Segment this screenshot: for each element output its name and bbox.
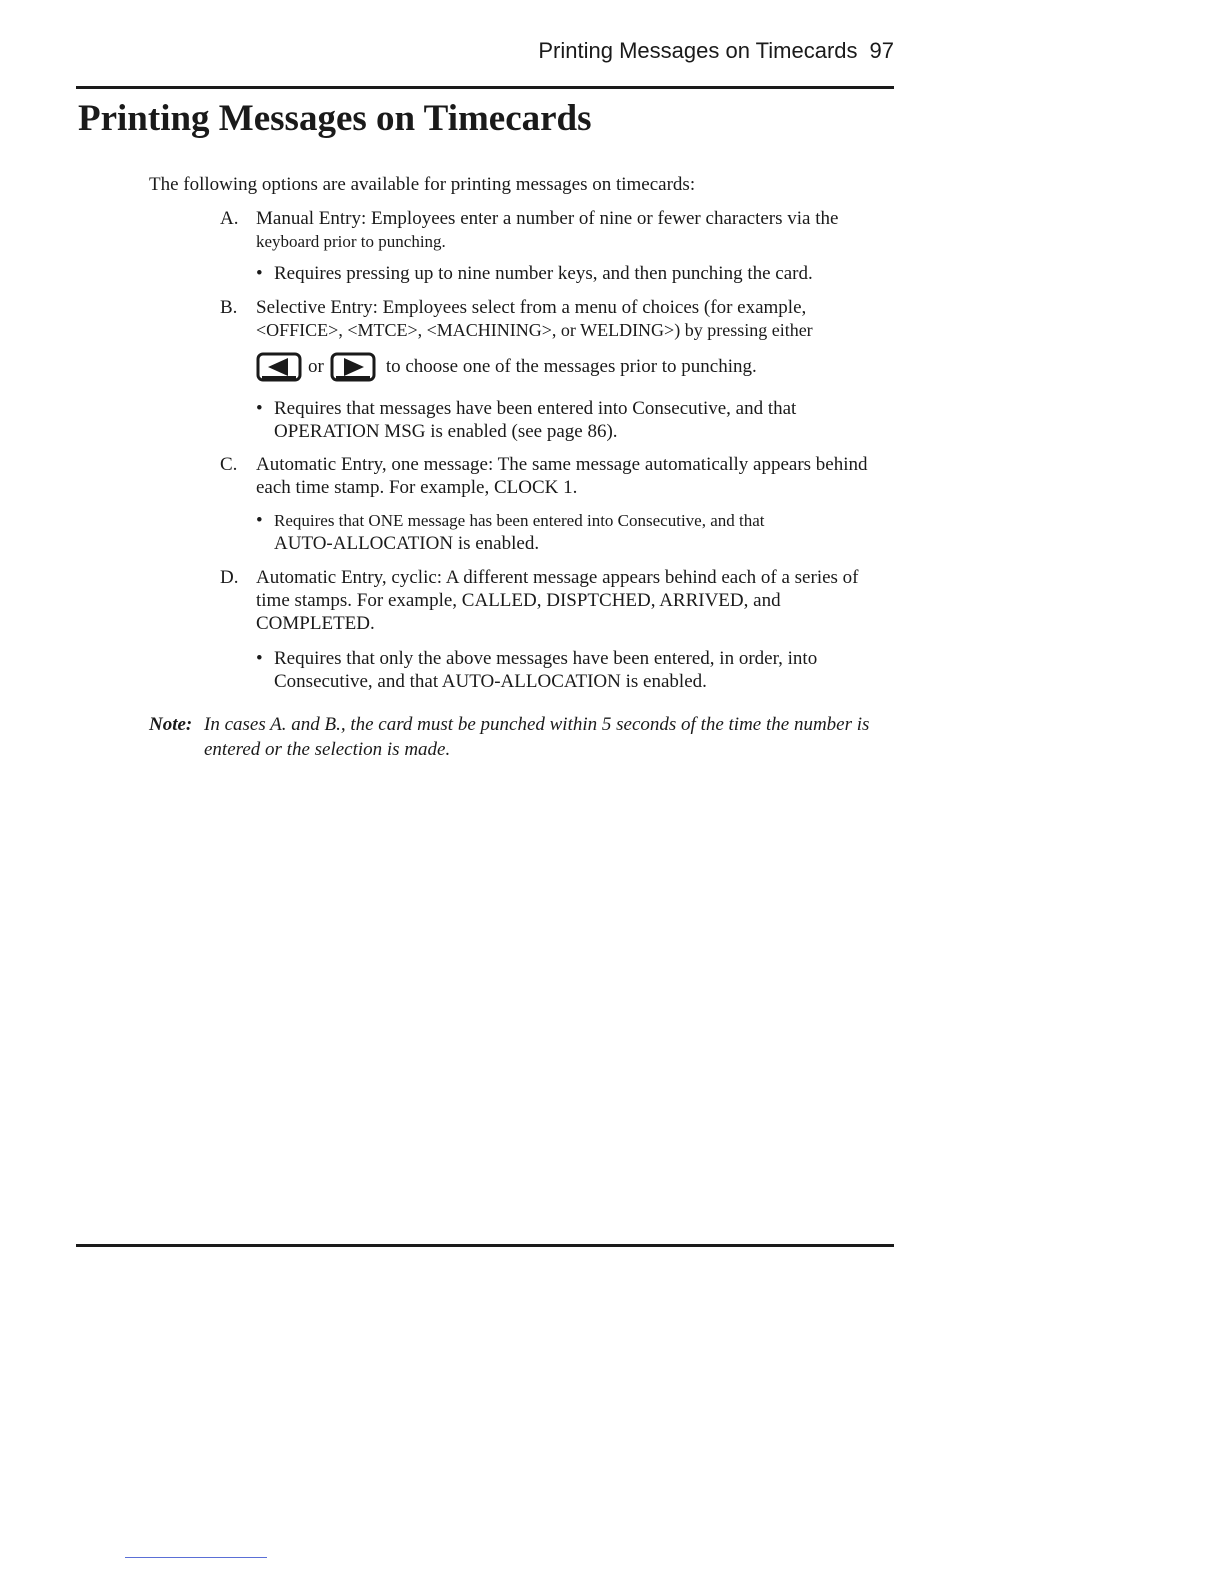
bullet-line: Requires that messages have been entered into Consecutive, and that bbox=[274, 398, 797, 419]
key-or-text: or bbox=[308, 356, 324, 377]
page-number: 97 bbox=[869, 38, 894, 63]
bullet-text bbox=[274, 262, 894, 285]
bullet-glyph: • bbox=[256, 398, 263, 419]
bullet-line: Consecutive, and that AUTO-ALLOCATION is enabled. bbox=[274, 671, 707, 692]
footer-underline bbox=[125, 1557, 267, 1558]
note-line: In cases A. and B., the card must be punched within 5 seconds of the time the number is bbox=[204, 714, 870, 735]
right-arrow-key-icon bbox=[330, 352, 376, 382]
bullet-line: Requires that ONE message has been entered into Consecutive, and that bbox=[274, 511, 765, 530]
item-letter: C. bbox=[220, 454, 238, 475]
note-line: entered or the selection is made. bbox=[204, 739, 451, 760]
item-line: each time stamp. For example, CLOCK 1. bbox=[256, 477, 578, 498]
intro-paragraph: The following options are available for printing messages on timecards: bbox=[149, 174, 696, 195]
item-line: Automatic Entry, cyclic: A different message appears behind each of a series of bbox=[256, 567, 859, 588]
item-line: time stamps. For example, CALLED, DISPTCHED, ARRIVED, and bbox=[256, 590, 781, 611]
section-title: Printing Messages on Timecards bbox=[78, 98, 592, 139]
key-instruction-tail: to choose one of the messages prior to punching. bbox=[385, 356, 757, 377]
bullet-text bbox=[274, 397, 894, 443]
bullet-glyph: • bbox=[256, 648, 263, 669]
header-rule bbox=[76, 86, 894, 89]
bullet-glyph: • bbox=[256, 510, 263, 531]
bullet-line: OPERATION MSG is enabled (see page 86). bbox=[274, 421, 618, 442]
bullet-line: Requires pressing up to nine number keys, and then punching the card. bbox=[274, 263, 813, 284]
item-line: <OFFICE>, <MTCE>, <MACHINING>, or WELDING>) by pressing either bbox=[256, 320, 813, 340]
item-text bbox=[256, 207, 896, 253]
bullet-line: Requires that only the above messages have been entered, in order, into bbox=[274, 648, 818, 669]
item-line: Manual Entry: Employees enter a number of nine or fewer characters via the bbox=[256, 208, 839, 229]
bullet-text bbox=[274, 509, 894, 555]
item-letter: D. bbox=[220, 567, 239, 588]
item-letter: B. bbox=[220, 297, 238, 318]
footer-rule bbox=[76, 1244, 894, 1247]
running-header bbox=[76, 34, 894, 68]
item-line: Automatic Entry, one message: The same message automatically appears behind bbox=[256, 454, 868, 475]
item-letter: A. bbox=[220, 208, 239, 229]
running-title: Printing Messages on Timecards bbox=[538, 38, 858, 63]
key-instruction-line bbox=[256, 350, 757, 384]
bullet-glyph: • bbox=[256, 263, 263, 284]
left-arrow-key-icon bbox=[256, 352, 302, 382]
item-text bbox=[256, 453, 896, 499]
item-text bbox=[256, 296, 896, 342]
item-text bbox=[256, 566, 896, 635]
item-line: keyboard prior to punching. bbox=[256, 232, 446, 251]
item-line: COMPLETED. bbox=[256, 613, 375, 634]
item-line: Selective Entry: Employees select from a menu of choices (for example, bbox=[256, 297, 807, 318]
note-body bbox=[204, 712, 904, 762]
bullet-text bbox=[274, 647, 894, 693]
bullet-line: AUTO-ALLOCATION is enabled. bbox=[274, 533, 540, 554]
note-label: Note: bbox=[149, 714, 193, 735]
